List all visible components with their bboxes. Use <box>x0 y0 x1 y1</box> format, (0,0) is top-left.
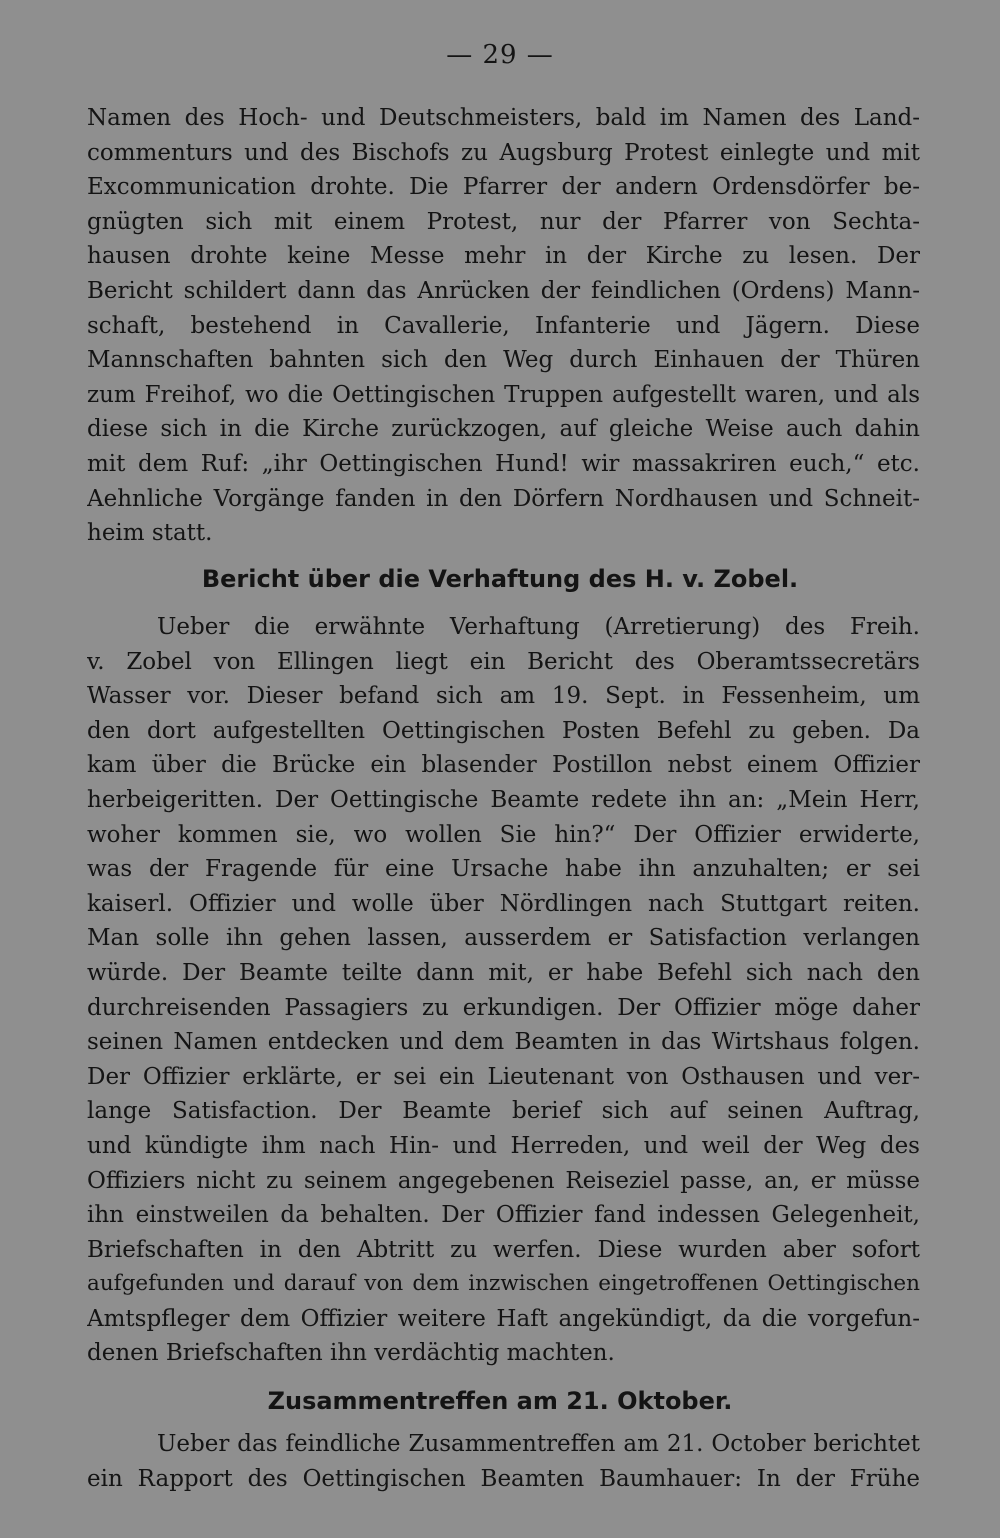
text-line: Ueber das feindliche Zusammentreffen am 21. October berichtet <box>157 1431 920 1457</box>
text-line: Der Offizier erklärte, er sei ein Lieutenant von Osthausen und ver- <box>87 1063 920 1090</box>
text-line: v. Zobel von Ellingen liegt ein Bericht des Oberamtssecretärs <box>87 648 920 675</box>
text-line: herbeigeritten. Der Oettingische Beamte redete ihn an: „Mein Herr, <box>87 786 920 813</box>
text-line: Mannschaften bahnten sich den Weg durch Einhauen der Thüren <box>87 347 920 374</box>
text-line: mit dem Ruf: „ihr Oettingischen Hund! wir massakriren euch,“ etc. <box>87 450 920 477</box>
text-line: und kündigte ihm nach Hin- und Herreden, und weil der Weg des <box>87 1132 920 1159</box>
text-line: was der Fragende für eine Ursache habe ihn anzuhalten; er sei <box>87 856 920 883</box>
page-number: — 29 — <box>446 40 554 70</box>
text-line: lange Satisfaction. Der Beamte berief sich auf seinen Auftrag, <box>87 1098 920 1125</box>
text-line: hausen drohte keine Messe mehr in der Kirche zu lesen. Der <box>87 243 920 270</box>
text-line: gnügten sich mit einem Protest, nur der Pfarrer von Sechta- <box>87 208 920 235</box>
text-line: commenturs und des Bischofs zu Augsburg Protest einlegte und mit <box>87 139 920 166</box>
text-line: würde. Der Beamte teilte dann mit, er habe Befehl sich nach den <box>87 959 920 986</box>
text-line: Amtspfleger dem Offizier weitere Haft angekündigt, da die vorgefun- <box>87 1305 920 1332</box>
text-line: aufgefunden und darauf von dem inzwischen eingetroffenen Oettingischen <box>87 1271 920 1297</box>
text-line: ein Rapport des Oettingischen Beamten Baumhauer: In der Frühe <box>87 1465 920 1492</box>
text-line: kam über die Brücke ein blasender Postillon nebst einem Offizier <box>87 752 920 779</box>
text-line: kaiserl. Offizier und wolle über Nördlingen nach Stuttgart reiten. <box>87 890 920 917</box>
section-heading-zusammentreffen: Zusammentreffen am 21. Oktober. <box>267 1387 733 1415</box>
paragraph-verhaftung-zobel <box>87 610 920 1371</box>
paragraph-zusammentreffen <box>87 1427 920 1496</box>
text-line: den dort aufgestellten Oettingischen Posten Befehl zu geben. Da <box>87 717 920 744</box>
text-line: Man solle ihn gehen lassen, ausserdem er Satisfaction verlangen <box>87 925 920 952</box>
text-line: ihn einstweilen da behalten. Der Offizier fand indessen Gelegenheit, <box>87 1202 920 1229</box>
text-line: seinen Namen entdecken und dem Beamten in das Wirtshaus folgen. <box>87 1029 920 1056</box>
text-line: Offiziers nicht zu seinem angegebenen Reiseziel passe, an, er müsse <box>87 1167 920 1194</box>
text-line: Wasser vor. Dieser befand sich am 19. Sept. in Fessenheim, um <box>87 683 920 710</box>
text-line: heim statt. <box>87 520 213 547</box>
section-heading-verhaftung: Bericht über die Verhaftung des H. v. Zobel. <box>201 565 799 593</box>
text-line: Aehnliche Vorgänge fanden in den Dörfern Nordhausen und Schneit- <box>87 485 920 512</box>
text-line: zum Freihof, wo die Oettingischen Truppen aufgestellt waren, und als <box>87 381 920 408</box>
text-line: Ueber die erwähnte Verhaftung (Arretierung) des Freih. <box>157 614 920 640</box>
text-line: denen Briefschaften ihn verdächtig machten. <box>87 1340 615 1367</box>
text-line: schaft, bestehend in Cavallerie, Infanterie und Jägern. Diese <box>87 312 920 339</box>
text-line: durchreisenden Passagiers zu erkundigen. Der Offizier möge daher <box>87 994 920 1021</box>
text-line: Excommunication drohte. Die Pfarrer der andern Ordensdörfer be- <box>87 174 920 201</box>
text-line: Briefschaften in den Abtritt zu werfen. Diese wurden aber sofort <box>87 1236 920 1263</box>
text-line: woher kommen sie, wo wollen Sie hin?“ Der Offizier erwiderte, <box>87 821 920 848</box>
text-line: diese sich in die Kirche zurückzogen, auf gleiche Weise auch dahin <box>87 416 920 443</box>
text-line: Namen des Hoch- und Deutschmeisters, bald im Namen des Land- <box>87 105 920 131</box>
paragraph-ordensdoerfer-report <box>87 101 920 551</box>
text-line: Bericht schildert dann das Anrücken der feindlichen (Ordens) Mann- <box>87 277 920 304</box>
